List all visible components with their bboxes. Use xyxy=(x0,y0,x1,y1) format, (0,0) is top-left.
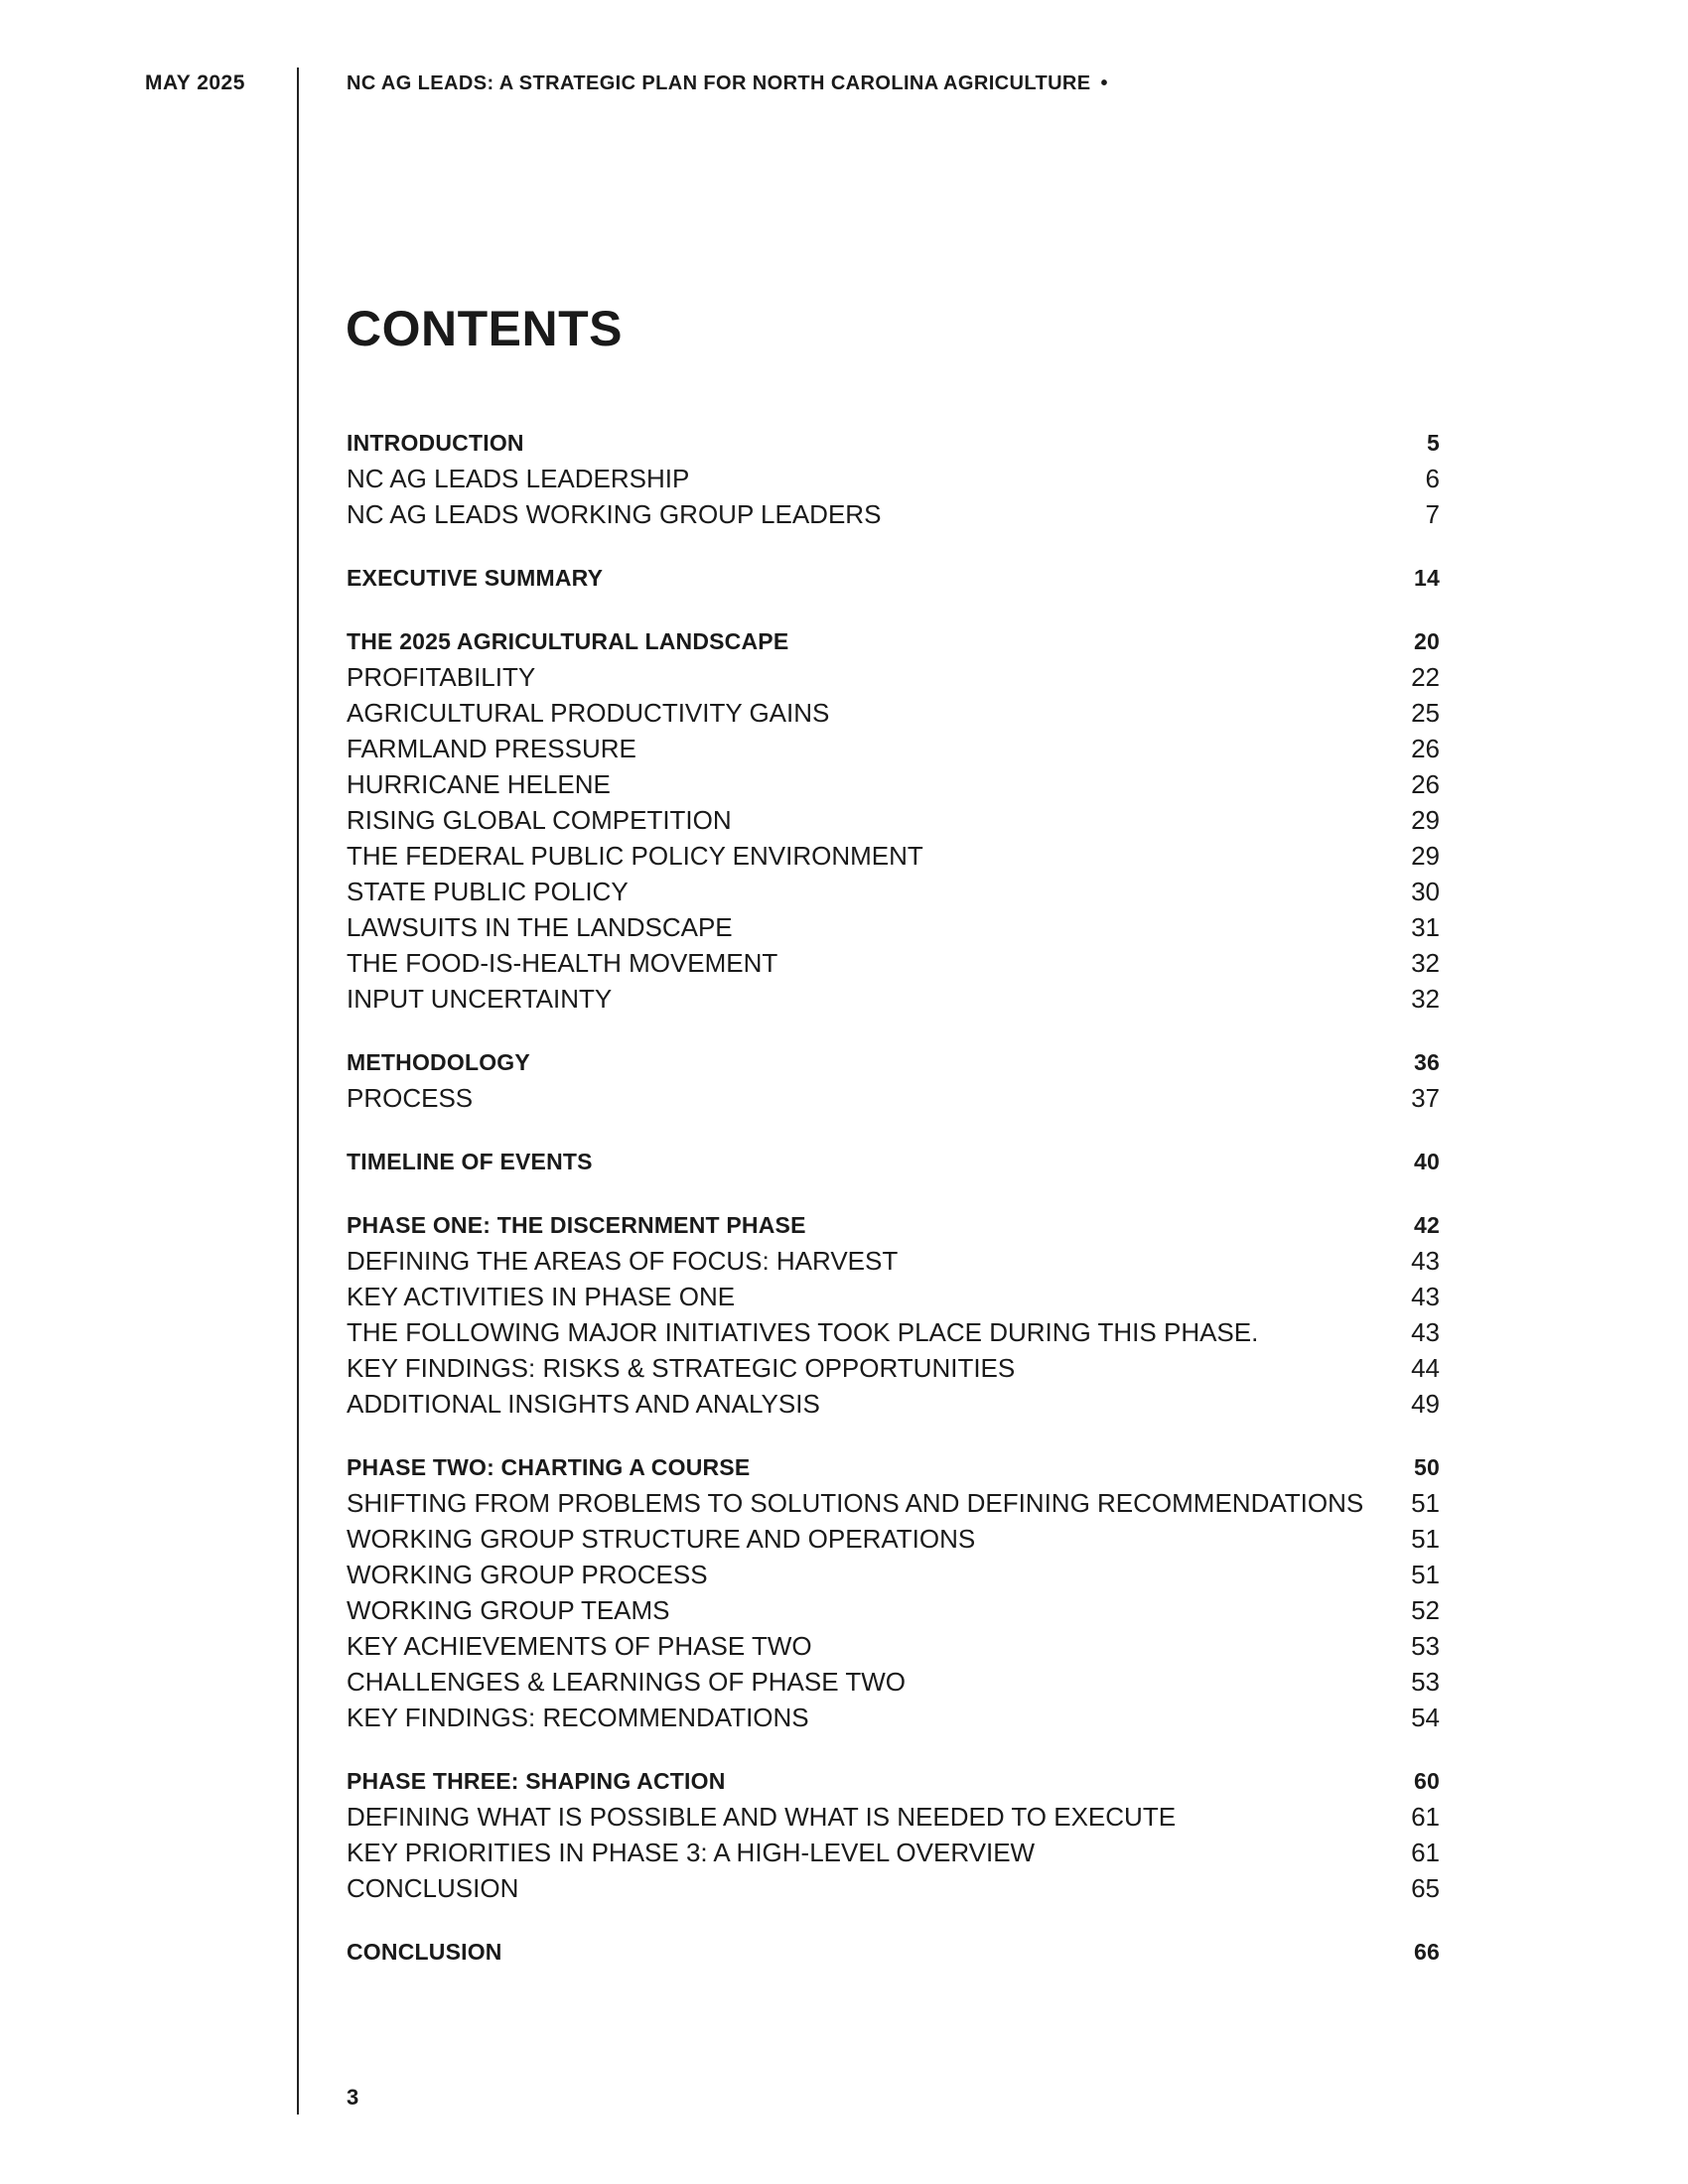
toc-entry-page: 42 xyxy=(1414,1212,1440,1238)
toc-entry[interactable] xyxy=(347,731,1440,766)
toc-entry-label: KEY PRIORITIES IN PHASE 3: A HIGH-LEVEL OVERVIEW xyxy=(347,1838,1036,1867)
toc-section-heading[interactable] xyxy=(347,1763,1440,1799)
toc-section xyxy=(347,1449,1440,1735)
toc-entry-label: TIMELINE OF EVENTS xyxy=(347,1149,593,1174)
toc-entry[interactable] xyxy=(347,1835,1440,1870)
toc-entry-label: HURRICANE HELENE xyxy=(347,769,611,799)
toc-entry-label: PHASE ONE: THE DISCERNMENT PHASE xyxy=(347,1212,806,1238)
toc-entry[interactable] xyxy=(347,1485,1440,1521)
contents-heading: CONTENTS xyxy=(346,301,623,356)
toc-entry-label: CONCLUSION xyxy=(347,1939,502,1965)
toc-entry-page: 51 xyxy=(1411,1524,1440,1554)
toc-entry-page: 29 xyxy=(1411,841,1440,871)
toc-section-heading[interactable] xyxy=(347,1934,1440,1970)
toc-entry-label: ADDITIONAL INSIGHTS AND ANALYSIS xyxy=(347,1389,820,1419)
toc-entry[interactable] xyxy=(347,1700,1440,1735)
vertical-rule xyxy=(297,68,299,2115)
toc-entry-label: DEFINING THE AREAS OF FOCUS: HARVEST xyxy=(347,1246,899,1276)
toc-entry-label: THE 2025 AGRICULTURAL LANDSCAPE xyxy=(347,628,789,654)
toc-entry-label: PHASE THREE: SHAPING ACTION xyxy=(347,1768,726,1794)
toc-entry-page: 44 xyxy=(1411,1353,1440,1383)
toc-entry[interactable] xyxy=(347,945,1440,981)
toc-section xyxy=(347,1144,1440,1179)
toc-entry-label: RISING GLOBAL COMPETITION xyxy=(347,805,732,835)
toc-entry-page: 51 xyxy=(1411,1488,1440,1518)
toc-entry-label: WORKING GROUP PROCESS xyxy=(347,1560,708,1589)
toc-entry-page: 26 xyxy=(1411,769,1440,799)
header-date: MAY 2025 xyxy=(145,71,245,94)
toc-entry-page: 61 xyxy=(1411,1802,1440,1832)
toc-entry-label: INPUT UNCERTAINTY xyxy=(347,984,613,1014)
toc-entry-page: 53 xyxy=(1411,1667,1440,1697)
toc-section xyxy=(347,1763,1440,1906)
toc-entry-label: STATE PUBLIC POLICY xyxy=(347,877,629,906)
toc-section xyxy=(347,560,1440,596)
toc-entry-label: NC AG LEADS WORKING GROUP LEADERS xyxy=(347,499,882,529)
toc-entry[interactable] xyxy=(347,496,1440,532)
toc-entry[interactable] xyxy=(347,1386,1440,1422)
toc-section xyxy=(347,1044,1440,1116)
toc-entry-page: 54 xyxy=(1411,1703,1440,1732)
toc-entry[interactable] xyxy=(347,1314,1440,1350)
toc-entry-page: 37 xyxy=(1411,1083,1440,1113)
toc-entry-page: 32 xyxy=(1411,984,1440,1014)
toc-entry-page: 14 xyxy=(1414,565,1440,591)
toc-entry[interactable] xyxy=(347,461,1440,496)
toc-entry-label: LAWSUITS IN THE LANDSCAPE xyxy=(347,912,733,942)
toc-entry-page: 30 xyxy=(1411,877,1440,906)
toc-entry-label: CONCLUSION xyxy=(347,1873,519,1903)
toc-entry-page: 29 xyxy=(1411,805,1440,835)
toc-entry-label: KEY FINDINGS: RECOMMENDATIONS xyxy=(347,1703,809,1732)
toc-entry-page: 50 xyxy=(1414,1454,1440,1480)
toc-entry[interactable] xyxy=(347,1664,1440,1700)
toc-entry-page: 5 xyxy=(1427,430,1440,456)
toc-entry-label: PHASE TWO: CHARTING A COURSE xyxy=(347,1454,751,1480)
toc-entry-label: WORKING GROUP TEAMS xyxy=(347,1595,670,1625)
toc-entry-page: 40 xyxy=(1414,1149,1440,1174)
toc-entry[interactable] xyxy=(347,766,1440,802)
toc-section xyxy=(347,425,1440,532)
toc-entry[interactable] xyxy=(347,1870,1440,1906)
toc-entry[interactable] xyxy=(347,1279,1440,1314)
toc-section-heading[interactable] xyxy=(347,425,1440,461)
toc-section-heading[interactable] xyxy=(347,1449,1440,1485)
toc-entry-label: THE FEDERAL PUBLIC POLICY ENVIRONMENT xyxy=(347,841,923,871)
toc-entry-label: THE FOOD-IS-HEALTH MOVEMENT xyxy=(347,948,778,978)
toc-entry-page: 22 xyxy=(1411,662,1440,692)
running-title-text: NC AG LEADS: A STRATEGIC PLAN FOR NORTH CAROLINA AGRICULTURE xyxy=(347,72,1091,94)
toc-entry-label: THE FOLLOWING MAJOR INITIATIVES TOOK PLACE DURING THIS PHASE. xyxy=(347,1317,1259,1347)
toc-section-heading[interactable] xyxy=(347,1144,1440,1179)
toc-section xyxy=(347,623,1440,1017)
toc-entry-label: DEFINING WHAT IS POSSIBLE AND WHAT IS NEEDED TO EXECUTE xyxy=(347,1802,1177,1832)
toc-entry-label: KEY ACHIEVEMENTS OF PHASE TWO xyxy=(347,1631,812,1661)
toc-entry[interactable] xyxy=(347,1080,1440,1116)
toc-entry-label: CHALLENGES & LEARNINGS OF PHASE TWO xyxy=(347,1667,906,1697)
toc-entry-label: PROCESS xyxy=(347,1083,474,1113)
toc-entry-page: 49 xyxy=(1411,1389,1440,1419)
toc-section xyxy=(347,1934,1440,1970)
toc-entry[interactable] xyxy=(347,695,1440,731)
toc-entry[interactable] xyxy=(347,1557,1440,1592)
toc-entry-page: 7 xyxy=(1425,499,1440,529)
toc-entry-label: WORKING GROUP STRUCTURE AND OPERATIONS xyxy=(347,1524,976,1554)
running-title xyxy=(347,72,1108,95)
toc-entry[interactable] xyxy=(347,802,1440,838)
toc-section-heading[interactable] xyxy=(347,1044,1440,1080)
table-of-contents xyxy=(347,425,1440,1997)
toc-entry-page: 65 xyxy=(1411,1873,1440,1903)
toc-entry-page: 61 xyxy=(1411,1838,1440,1867)
toc-entry-label: FARMLAND PRESSURE xyxy=(347,734,636,763)
toc-section-heading[interactable] xyxy=(347,623,1440,659)
toc-entry[interactable] xyxy=(347,838,1440,874)
toc-entry-label: SHIFTING FROM PROBLEMS TO SOLUTIONS AND DEFINING RECOMMENDATIONS xyxy=(347,1488,1364,1518)
toc-entry-page: 60 xyxy=(1414,1768,1440,1794)
toc-entry-page: 43 xyxy=(1411,1317,1440,1347)
toc-entry[interactable] xyxy=(347,981,1440,1017)
toc-entry-page: 43 xyxy=(1411,1282,1440,1311)
toc-section-heading[interactable] xyxy=(347,1207,1440,1243)
toc-entry-label: KEY FINDINGS: RISKS & STRATEGIC OPPORTUNITIES xyxy=(347,1353,1016,1383)
toc-entry[interactable] xyxy=(347,659,1440,695)
page-number: 3 xyxy=(347,2085,359,2110)
toc-entry[interactable] xyxy=(347,1799,1440,1835)
toc-section-heading[interactable] xyxy=(347,560,1440,596)
toc-section xyxy=(347,1207,1440,1422)
toc-entry-label: AGRICULTURAL PRODUCTIVITY GAINS xyxy=(347,698,830,728)
toc-entry-page: 25 xyxy=(1411,698,1440,728)
toc-entry-page: 32 xyxy=(1411,948,1440,978)
toc-entry-page: 52 xyxy=(1411,1595,1440,1625)
toc-entry-page: 6 xyxy=(1425,464,1440,493)
toc-entry-page: 26 xyxy=(1411,734,1440,763)
toc-entry-page: 66 xyxy=(1414,1939,1440,1965)
toc-entry-label: INTRODUCTION xyxy=(347,430,524,456)
toc-entry[interactable] xyxy=(347,1243,1440,1279)
toc-entry[interactable] xyxy=(347,1350,1440,1386)
running-title-separator: • xyxy=(1100,72,1108,94)
toc-entry-page: 31 xyxy=(1411,912,1440,942)
toc-entry-page: 20 xyxy=(1414,628,1440,654)
toc-entry[interactable] xyxy=(347,1592,1440,1628)
toc-entry-label: EXECUTIVE SUMMARY xyxy=(347,565,604,591)
toc-entry-label: PROFITABILITY xyxy=(347,662,536,692)
toc-entry-label: NC AG LEADS LEADERSHIP xyxy=(347,464,690,493)
toc-entry-label: METHODOLOGY xyxy=(347,1049,530,1075)
toc-entry[interactable] xyxy=(347,1521,1440,1557)
toc-entry-page: 43 xyxy=(1411,1246,1440,1276)
toc-entry[interactable] xyxy=(347,909,1440,945)
toc-entry-label: KEY ACTIVITIES IN PHASE ONE xyxy=(347,1282,736,1311)
toc-entry-page: 51 xyxy=(1411,1560,1440,1589)
toc-entry[interactable] xyxy=(347,874,1440,909)
toc-entry-page: 36 xyxy=(1414,1049,1440,1075)
toc-entry-page: 53 xyxy=(1411,1631,1440,1661)
toc-entry[interactable] xyxy=(347,1628,1440,1664)
